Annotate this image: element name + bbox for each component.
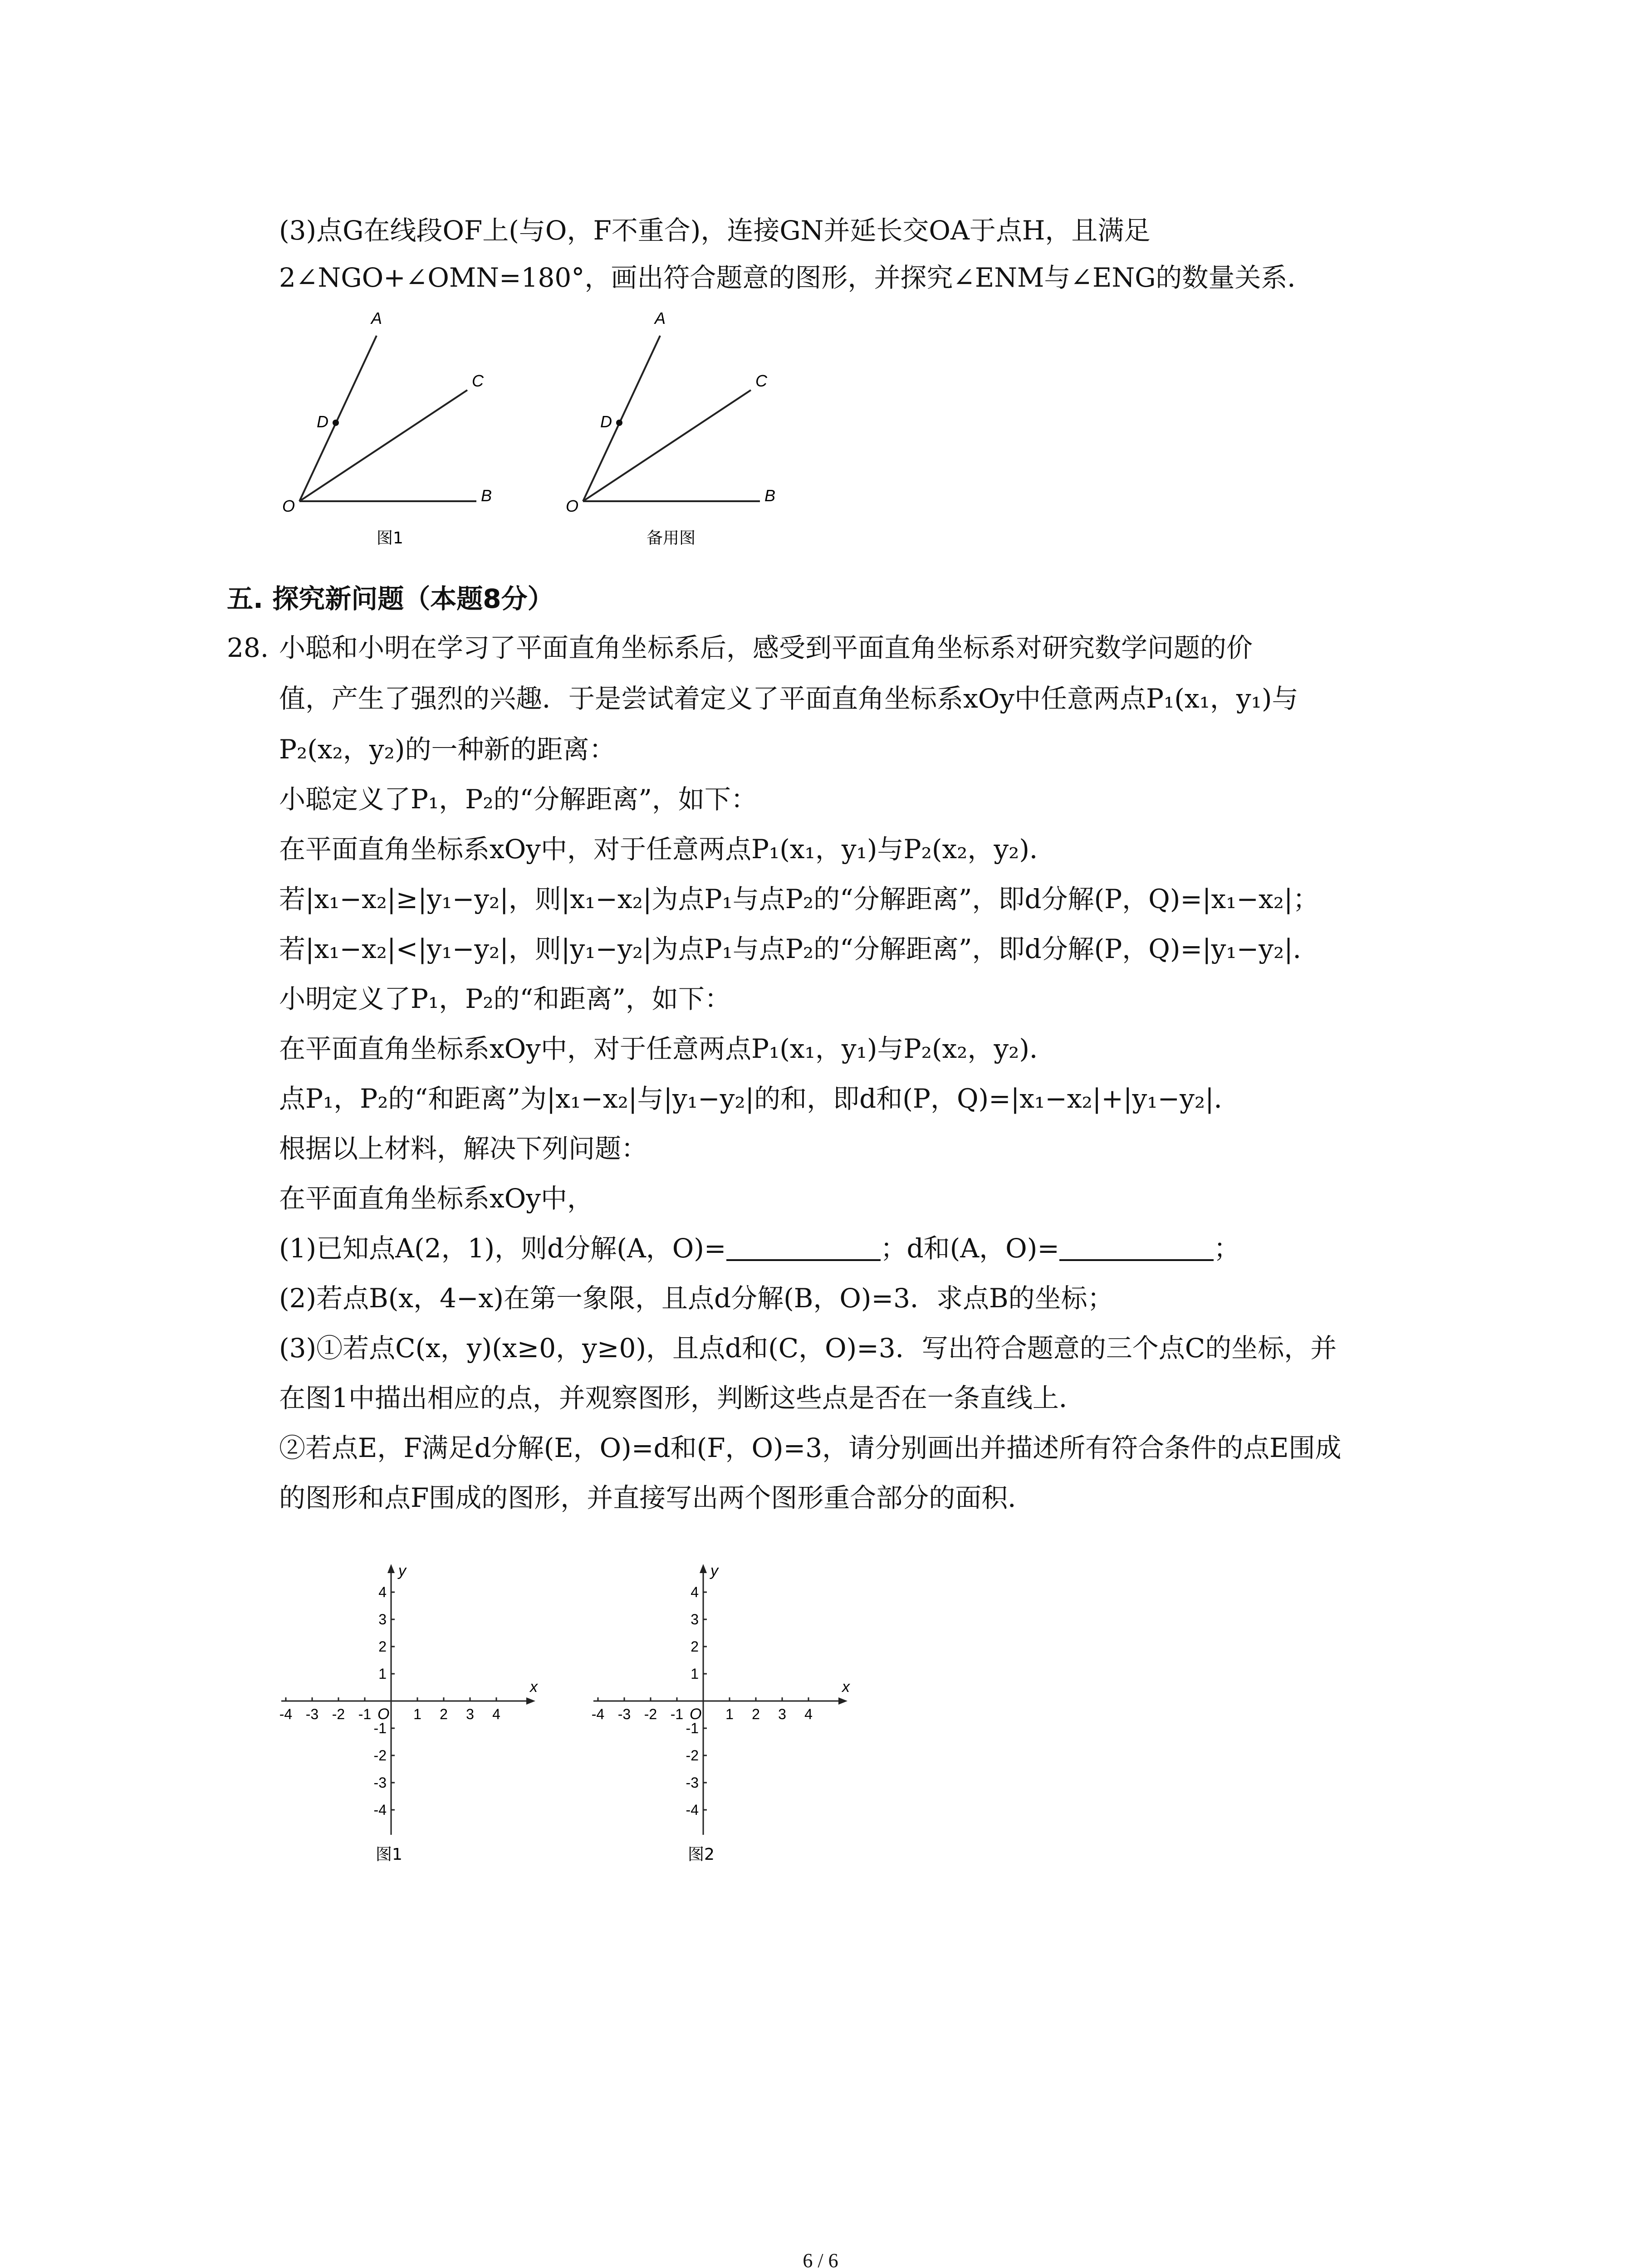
y-tick-label: 2: [691, 1638, 699, 1655]
coordinate-figure-1-caption: 图1: [376, 1845, 402, 1864]
question-line: 小聪和小明在学习了平面直角坐标系后，感受到平面直角坐标系对研究数学问题的价: [279, 632, 1253, 663]
label-b: B: [764, 486, 776, 505]
question-line: 小明定义了P₁，P₂的“和距离”，如下：: [279, 983, 731, 1014]
part3-line: 在图1中描出相应的点，并观察图形，判断这些点是否在一条直线上．: [279, 1383, 1085, 1413]
coordinate-figure-1: [272, 1560, 563, 1869]
y-tick-label: -2: [373, 1747, 387, 1764]
question-line: 在平面直角坐标系xOy中，: [279, 1183, 594, 1214]
question-line: 根据以上材料，解决下列问题：: [279, 1133, 648, 1164]
label-b: B: [481, 486, 492, 505]
x-tick-label: -3: [305, 1706, 319, 1722]
y-tick-label: -1: [373, 1720, 387, 1736]
x-tick-label: -1: [358, 1706, 372, 1722]
question-line: 若|x₁−x₂|≥|y₁−y₂|，则|x₁−x₂|为点P₁与点P₂的“分解距离”，即d分解(P，Q)=|x₁−x₂|；: [279, 884, 1319, 914]
y-tick-label: -3: [686, 1774, 699, 1791]
y-tick-label: 1: [691, 1666, 699, 1682]
label-a: A: [371, 309, 382, 327]
coordinate-figure-2: [584, 1560, 875, 1869]
part1-line: [279, 1230, 1240, 1266]
section-heading: 五. 探究新问题（本题8分）: [227, 583, 554, 614]
x-tick-label: 2: [752, 1706, 760, 1722]
x-tick-label: -1: [670, 1706, 684, 1722]
y-axis-label: y: [398, 1562, 406, 1579]
question-line: P₂(x₂，y₂)的一种新的距离：: [279, 734, 616, 765]
x-tick-label: 2: [440, 1706, 448, 1722]
angle-figure-1: [272, 308, 526, 562]
part1-text-a: (1)已知点A(2，1)，则d分解(A，O)=: [279, 1233, 726, 1264]
y-tick-label: 3: [378, 1611, 387, 1628]
part3-prev-line1: (3)点G在线段OF上(与O，F不重合)，连接GN并延长交OA于点H，且满足: [279, 215, 1151, 246]
y-tick-label: 4: [378, 1584, 387, 1600]
angle-figure-spare-caption: 备用图: [647, 529, 696, 547]
part1-text-end: ；: [1213, 1233, 1240, 1264]
question-number: 28.: [227, 632, 269, 663]
x-axis-label: x: [530, 1678, 538, 1696]
y-axis: [387, 1564, 395, 1835]
label-o: O: [282, 497, 295, 515]
y-tick-label: -4: [686, 1802, 699, 1818]
answer-blank-1[interactable]: [726, 1232, 881, 1261]
question-line: 若|x₁−x₂|<|y₁−y₂|，则|y₁−y₂|为点P₁与点P₂的“分解距离”，即d分解(P，Q)=|y₁−y₂|．: [279, 934, 1319, 964]
x-tick-label: 1: [413, 1706, 421, 1722]
label-d: D: [317, 412, 328, 431]
x-tick-label: -3: [617, 1706, 631, 1722]
point-d: [333, 420, 339, 426]
y-tick-label: -3: [373, 1774, 387, 1791]
x-tick-label: 4: [492, 1706, 500, 1722]
x-axis-label: x: [842, 1678, 850, 1696]
part3-line: (3)①若点C(x，y)(x≥0，y≥0)，且点d和(C，O)=3．写出符合题意的三个点C的坐标，并: [279, 1333, 1337, 1364]
part1-text-sep: ；d和(A，O)=: [880, 1233, 1059, 1264]
label-c: C: [755, 371, 767, 390]
origin-label: O: [690, 1706, 702, 1723]
part3-line: 的图形和点F围成的图形，并直接写出两个图形重合部分的面积．: [279, 1482, 1034, 1513]
y-axis: [700, 1564, 707, 1835]
y-tick-label: 3: [691, 1611, 699, 1628]
y-axis-label: y: [710, 1562, 718, 1579]
label-d: D: [600, 412, 612, 431]
page-number: 6 / 6: [803, 2249, 838, 2268]
point-d: [616, 420, 622, 426]
question-line: 小聪定义了P₁，P₂的“分解距离”，如下：: [279, 784, 757, 815]
y-tick-label: 2: [378, 1638, 387, 1655]
y-tick-label: -2: [686, 1747, 699, 1764]
label-o: O: [566, 497, 579, 515]
angle-figure-spare: [556, 308, 810, 562]
part3-line: ②若点E，F满足d分解(E，O)=d和(F，O)=3，请分别画出并描述所有符合条件的点E围成: [279, 1432, 1342, 1463]
x-axis: [593, 1697, 847, 1705]
y-tick-label: -1: [686, 1720, 699, 1736]
x-tick-label: 3: [466, 1706, 474, 1722]
part2-line: (2)若点B(x，4−x)在第一象限，且点d分解(B，O)=3．求点B的坐标；: [279, 1283, 1114, 1314]
y-tick-label: 4: [691, 1584, 699, 1600]
x-tick-label: 4: [804, 1706, 813, 1722]
answer-blank-2[interactable]: [1059, 1232, 1214, 1261]
question-line: 点P₁，P₂的“和距离”为|x₁−x₂|与|y₁−y₂|的和，即d和(P，Q)=|x₁−x₂|+|y₁−y₂|．: [279, 1083, 1240, 1114]
question-line: 值，产生了强烈的兴趣．于是尝试着定义了平面直角坐标系xOy中任意两点P₁(x₁，y₁)与: [279, 683, 1298, 714]
x-tick-label: 1: [725, 1706, 734, 1722]
label-c: C: [472, 371, 484, 390]
angle-figure-1-caption: 图1: [377, 529, 403, 547]
x-axis: [281, 1697, 535, 1705]
question-line: 在平面直角坐标系xOy中，对于任意两点P₁(x₁，y₁)与P₂(x₂，y₂)．: [279, 1033, 1056, 1064]
x-tick-label: -2: [332, 1706, 345, 1722]
x-tick-label: -2: [644, 1706, 657, 1722]
coordinate-figure-2-caption: 图2: [688, 1845, 715, 1864]
x-tick-label: -4: [279, 1706, 293, 1722]
x-tick-label: 3: [778, 1706, 786, 1722]
question-line: 在平面直角坐标系xOy中，对于任意两点P₁(x₁，y₁)与P₂(x₂，y₂)．: [279, 834, 1056, 865]
x-tick-label: -4: [591, 1706, 605, 1722]
y-tick-label: -4: [373, 1802, 387, 1818]
part3-prev-line2: 2∠NGO+∠OMN=180°，画出符合题意的图形，并探究∠ENM与∠ENG的数量关系．: [279, 262, 1314, 293]
origin-label: O: [377, 1706, 390, 1723]
y-tick-label: 1: [378, 1666, 387, 1682]
label-a: A: [655, 309, 666, 327]
